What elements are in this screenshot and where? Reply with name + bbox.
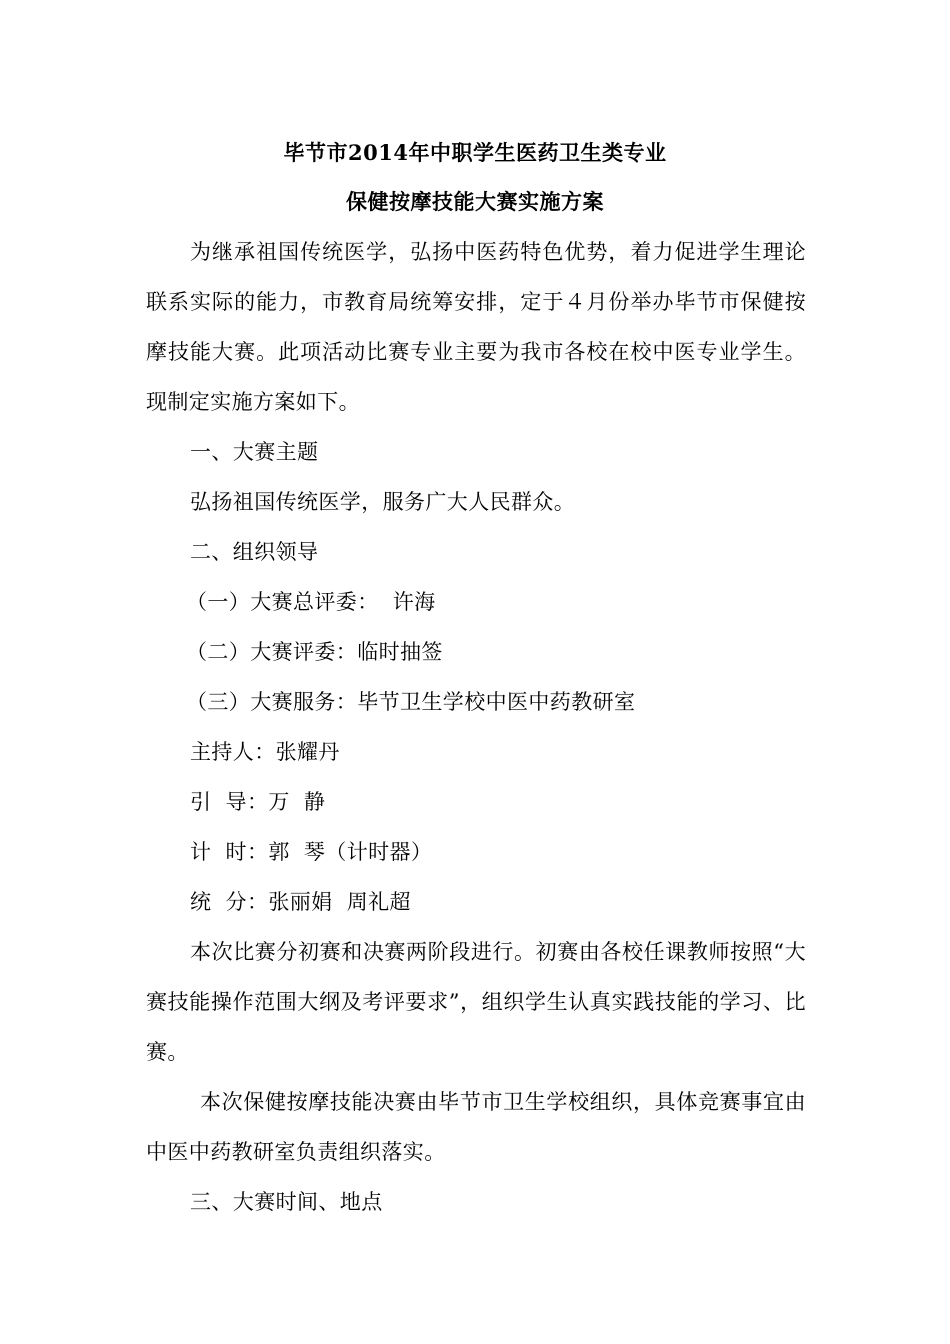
role-scoring: 统 分：张丽娟 周礼超 [190, 890, 411, 914]
role-host: 主持人：张耀丹 [190, 740, 340, 764]
section-2-heading: 二、组织领导 [190, 540, 319, 564]
document-title-line-1: 毕节市2014年中职学生医药卫生类专业 [283, 140, 667, 165]
document-body [146, 227, 806, 1227]
document-title-line-2: 保健按摩技能大赛实施方案 [346, 189, 604, 214]
final-paragraph: 本次保健按摩技能决赛由毕节市卫生学校组织，具体竞赛事宜由中医中药教研室负责组织落实。 [146, 1090, 806, 1164]
section-1-heading: 一、大赛主题 [190, 440, 319, 464]
org-item-2: （二）大赛评委：临时抽签 [186, 640, 443, 664]
intro-paragraph: 为继承祖国传统医学，弘扬中医药特色优势，着力促进学生理论联系实际的能力，市教育局统筹安排，定于４月份举办毕节市保健按摩技能大赛。此项活动比赛专业主要为我市各校在校中医专业学生。现制定实施方案如下。 [146, 240, 806, 414]
org-item-3: （三）大赛服务：毕节卫生学校中医中药教研室 [186, 690, 636, 714]
section-1-text: 弘扬祖国传统医学，服务广大人民群众。 [190, 490, 576, 514]
role-timer: 计 时：郭 琴（计时器） [190, 840, 433, 864]
stages-paragraph: 本次比赛分初赛和决赛两阶段进行。初赛由各校任课教师按照“大赛技能操作范围大纲及考评要求”，组织学生认真实践技能的学习、比赛。 [146, 940, 806, 1064]
section-3-heading: 三、大赛时间、地点 [190, 1190, 383, 1214]
org-item-1: （一）大赛总评委： 许海 [186, 590, 436, 614]
role-guide: 引 导：万 静 [190, 790, 326, 814]
